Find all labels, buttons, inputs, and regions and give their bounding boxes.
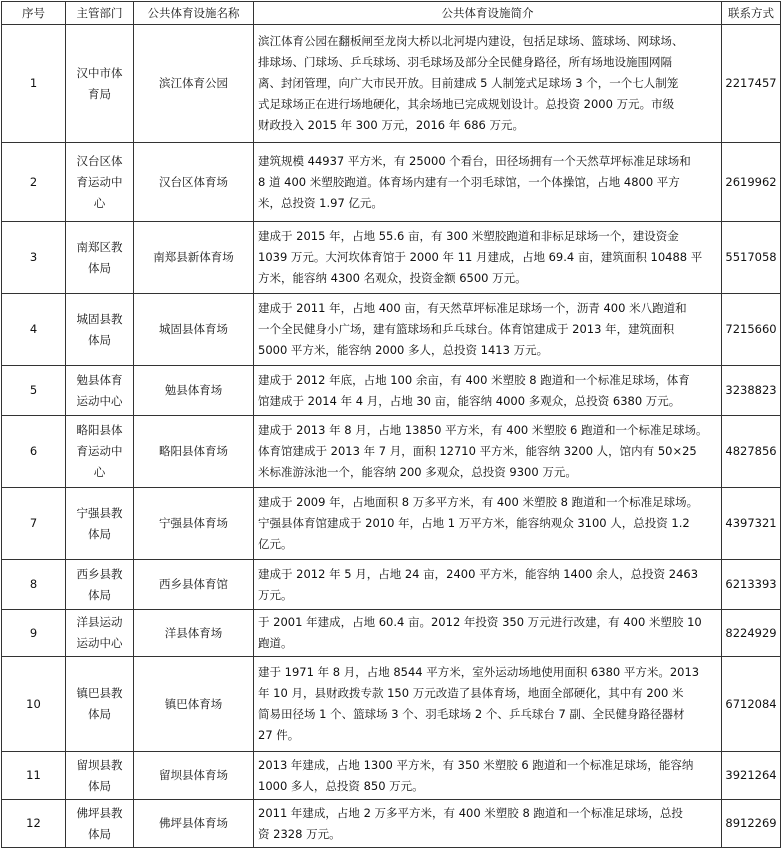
facilities-table bbox=[1, 1, 781, 848]
header-dept: 主管部门 bbox=[66, 2, 134, 25]
facility-intro bbox=[254, 416, 722, 488]
intro-line: 米标准游泳池一个，能容纳 200 多观众，总投资 9300 万元。 bbox=[258, 465, 577, 479]
row-number: 1 bbox=[2, 25, 66, 143]
table-row bbox=[2, 294, 781, 366]
facility-name: 洋县体育场 bbox=[134, 610, 254, 657]
facility-intro bbox=[254, 560, 722, 610]
table-row bbox=[2, 752, 781, 800]
header-no: 序号 bbox=[2, 2, 66, 25]
department: 洋县运动运动中心 bbox=[66, 610, 134, 657]
header-row bbox=[2, 2, 781, 25]
department: 佛坪县教体局 bbox=[66, 800, 134, 848]
facility-name: 略阳县体育场 bbox=[134, 416, 254, 488]
row-number: 4 bbox=[2, 294, 66, 366]
facility-intro bbox=[254, 657, 722, 752]
facility-intro bbox=[254, 488, 722, 560]
intro-line: 跑道。 bbox=[258, 636, 293, 650]
table-row bbox=[2, 416, 781, 488]
intro-line: 建成于 2009 年，占地面积 8 万多平方米，有 400 米塑胶 8 跑道和一个标准足球场。 bbox=[258, 495, 699, 509]
row-number: 9 bbox=[2, 610, 66, 657]
row-number: 10 bbox=[2, 657, 66, 752]
contact: 6213393 bbox=[722, 560, 781, 610]
intro-line: 1000 多人，总投资 850 万元。 bbox=[258, 778, 424, 793]
department: 南郑区教体局 bbox=[66, 222, 134, 294]
intro-line: 一个全民健身小广场，建有篮球场和乒乓球台。体育馆建成于 2013 年，建筑面积 bbox=[258, 322, 675, 336]
contact: 2619962 bbox=[722, 143, 781, 222]
header-facility: 公共体育设施名称 bbox=[134, 2, 254, 25]
department: 镇巴县教体局 bbox=[66, 657, 134, 752]
row-number: 3 bbox=[2, 222, 66, 294]
contact: 2217457 bbox=[722, 25, 781, 143]
intro-line: 建成于 2012 年 5 月，占地 24 亩，2400 平方米，能容纳 1400 余人，总投资 2463 bbox=[258, 566, 699, 581]
intro-line: 简易田径场 1 个、篮球场 3 个、羽毛球场 2 个、乒乓球台 7 副、全民健身路径器材 bbox=[258, 707, 685, 721]
facility-intro bbox=[254, 143, 722, 222]
table-row bbox=[2, 25, 781, 143]
table-row bbox=[2, 488, 781, 560]
intro-line: 方米，能容纳 4300 名观众，投资金额 6500 万元。 bbox=[258, 271, 527, 285]
department: 宁强县教体局 bbox=[66, 488, 134, 560]
intro-line: 2011 年建成，占地 2 万多平方米，有 400 米塑胶 8 跑道和一个标准足球场，总投 bbox=[258, 805, 683, 820]
facility-name: 汉台区体育场 bbox=[134, 143, 254, 222]
row-number: 2 bbox=[2, 143, 66, 222]
facility-name: 宁强县体育场 bbox=[134, 488, 254, 560]
intro-line: 建成于 2015 年，占地 55.6 亩，有 300 米塑胶跑道和非标足球场一个，建设资金 bbox=[258, 229, 679, 243]
intro-line: 排球场、门球场、乒乓球场、羽毛球场及部分全民健身路径，所有场地设施围网隔 bbox=[258, 55, 672, 69]
intro-line: 建成于 2013 年 8 月，占地 13850 平方米，有 400 米塑胶 6 跑道和一个标准足球场。 bbox=[258, 423, 708, 437]
facility-intro bbox=[254, 222, 722, 294]
facility-name: 南郑县新体育场 bbox=[134, 222, 254, 294]
department: 勉县体育运动中心 bbox=[66, 366, 134, 416]
intro-line: 8 道 400 米塑胶跑道。体育场内建有一个羽毛球馆，一个体操馆，占地 4800 平方 bbox=[258, 174, 680, 189]
table-row bbox=[2, 657, 781, 752]
intro-line: 建成于 2012 年底，占地 100 余亩，有 400 米塑胶 8 跑道和一个标准足球场，体育 bbox=[258, 372, 690, 387]
intro-line: 资 2328 万元。 bbox=[258, 826, 341, 841]
row-number: 7 bbox=[2, 488, 66, 560]
intro-line: 离、封闭管理，向广大市民开放。目前建成 5 人制笼式足球场 3 个，一个七人制笼 bbox=[258, 76, 679, 90]
row-number: 8 bbox=[2, 560, 66, 610]
row-number: 11 bbox=[2, 752, 66, 800]
facility-name: 镇巴体育场 bbox=[134, 657, 254, 752]
intro-line: 式足球场正在进行场地硬化，其余场地已完成规划设计。总投资 2000 万元。市级 bbox=[258, 97, 675, 111]
intro-line: 米，总投资 1.97 亿元。 bbox=[258, 195, 383, 210]
row-number: 5 bbox=[2, 366, 66, 416]
facility-name: 留坝县体育场 bbox=[134, 752, 254, 800]
contact: 4827856 bbox=[722, 416, 781, 488]
department: 略阳县体育运动中心 bbox=[66, 416, 134, 488]
intro-line: 1039 万元。大河坎体育馆于 2000 年 11 月建成，占地 69.4 亩，建筑面积 10488 平 bbox=[258, 250, 703, 264]
row-number: 12 bbox=[2, 800, 66, 848]
contact: 3921264 bbox=[722, 752, 781, 800]
department: 汉中市体育局 bbox=[66, 25, 134, 143]
facility-intro bbox=[254, 25, 722, 143]
intro-line: 建成于 2011 年，占地 400 亩，有天然草坪标准足球场一个，沥青 400 米八跑道和 bbox=[258, 301, 687, 315]
contact: 8912269 bbox=[722, 800, 781, 848]
intro-line: 体育馆建成于 2013 年 7 月，面积 12710 平方米，能容纳 3200 人，馆内有 50×25 bbox=[258, 444, 697, 458]
table-row bbox=[2, 222, 781, 294]
facility-name: 滨江体育公园 bbox=[134, 25, 254, 143]
facility-intro bbox=[254, 800, 722, 848]
table-row bbox=[2, 610, 781, 657]
header-contact: 联系方式 bbox=[722, 2, 781, 25]
contact: 7215660 bbox=[722, 294, 781, 366]
contact: 3238823 bbox=[722, 366, 781, 416]
intro-line: 财政投入 2015 年 300 万元，2016 年 686 万元。 bbox=[258, 118, 525, 132]
intro-line: 2013 年建成，占地 1300 平方米，有 350 米塑胶 6 跑道和一个标准足球场，能容纳 bbox=[258, 757, 694, 772]
contact: 6712084 bbox=[722, 657, 781, 752]
facility-intro bbox=[254, 610, 722, 657]
table-row bbox=[2, 800, 781, 848]
intro-line: 宁强县体育馆建成于 2010 年，占地 1 万平方米，能容纳观众 3100 人，总投资 1.2 bbox=[258, 516, 690, 530]
facility-name: 佛坪县体育场 bbox=[134, 800, 254, 848]
department: 西乡县教体局 bbox=[66, 560, 134, 610]
intro-line: 年 10 月，县财政拨专款 150 万元改造了县体育场，地面全部硬化，其中有 200 米 bbox=[258, 686, 684, 700]
facility-name: 勉县体育场 bbox=[134, 366, 254, 416]
facility-intro bbox=[254, 366, 722, 416]
table-body bbox=[2, 25, 781, 848]
header-intro: 公共体育设施简介 bbox=[254, 2, 722, 25]
intro-line: 亿元。 bbox=[258, 537, 293, 551]
contact: 4397321 bbox=[722, 488, 781, 560]
intro-line: 滨江体育公园在翻板闸至龙岗大桥以北河堤内建设，包括足球场、篮球场、网球场、 bbox=[258, 34, 684, 48]
table-row bbox=[2, 560, 781, 610]
table-row bbox=[2, 366, 781, 416]
facility-name: 西乡县体育馆 bbox=[134, 560, 254, 610]
department: 汉台区体育运动中心 bbox=[66, 143, 134, 222]
intro-line: 馆建成于 2014 年 4 月，占地 30 亩，能容纳 4000 多观众，总投资 6380 万元。 bbox=[258, 393, 681, 408]
intro-line: 27 件。 bbox=[258, 728, 300, 742]
department: 留坝县教体局 bbox=[66, 752, 134, 800]
table-row bbox=[2, 143, 781, 222]
intro-line: 于 2001 年建成，占地 60.4 亩。2012 年投资 350 万元进行改建，有 400 米塑胶 10 bbox=[258, 615, 702, 629]
contact: 5517058 bbox=[722, 222, 781, 294]
intro-line: 万元。 bbox=[258, 587, 293, 602]
facility-intro bbox=[254, 294, 722, 366]
contact: 8224929 bbox=[722, 610, 781, 657]
intro-line: 建于 1971 年 8 月，占地 8544 平方米，室外运动场地使用面积 6380 平方米。2013 bbox=[258, 665, 700, 679]
intro-line: 建筑规模 44937 平方米，有 25000 个看台，田径场拥有一个天然草坪标准足球场和 bbox=[258, 153, 691, 168]
facility-intro bbox=[254, 752, 722, 800]
facility-name: 城固县体育场 bbox=[134, 294, 254, 366]
department: 城固县教体局 bbox=[66, 294, 134, 366]
intro-line: 5000 平方米，能容纳 2000 多人，总投资 1413 万元。 bbox=[258, 343, 549, 357]
row-number: 6 bbox=[2, 416, 66, 488]
